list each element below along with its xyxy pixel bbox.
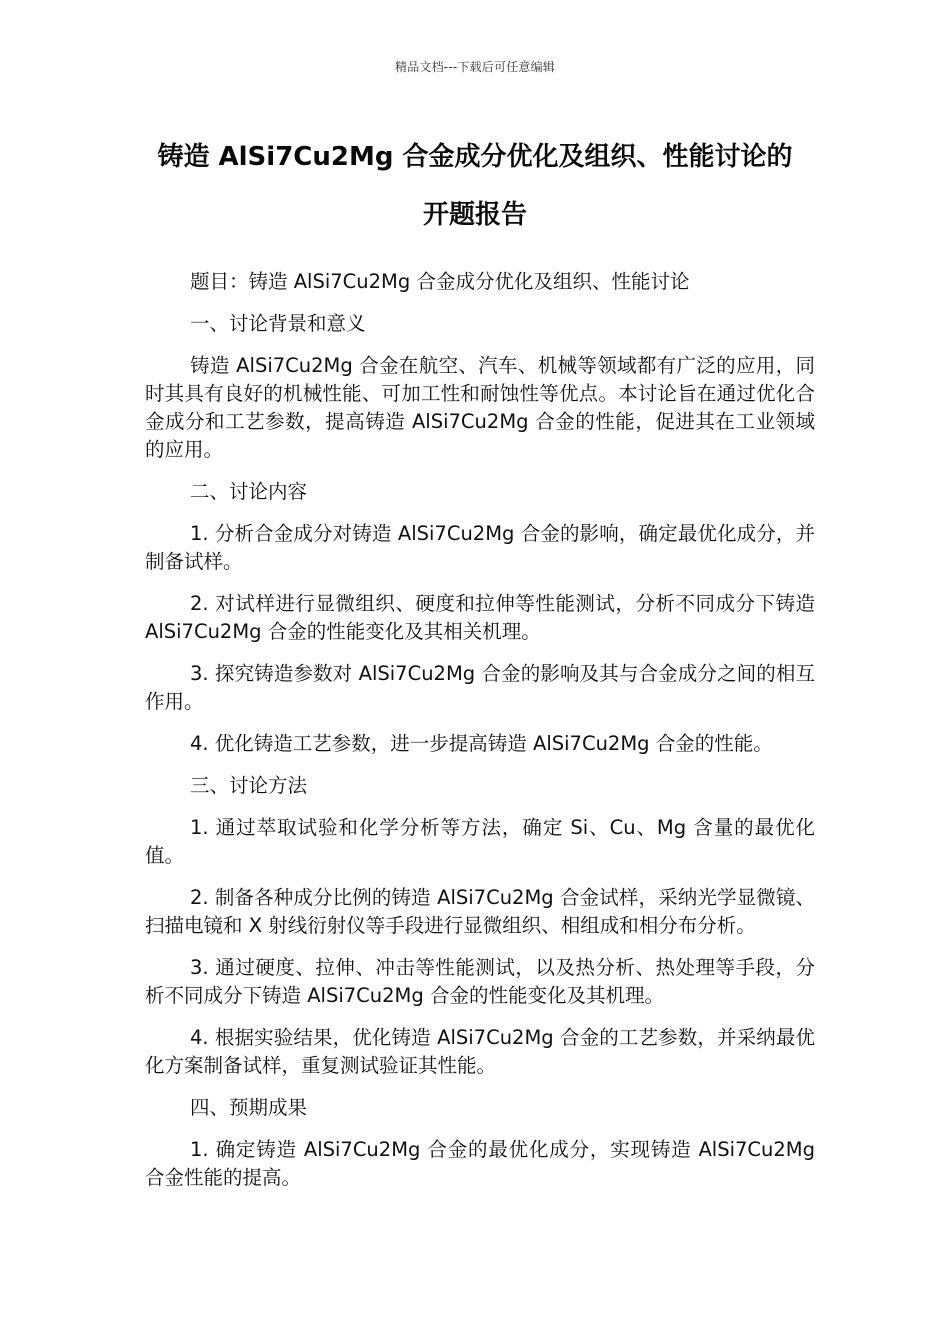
section-heading-content: 二、讨论内容 xyxy=(190,480,308,503)
content-item-4: 4. 优化铸造工艺参数，进一步提高铸造 AlSi7Cu2Mg 合金的性能。 xyxy=(190,732,773,755)
document-title xyxy=(120,128,830,244)
method-item-4: 4. 根据实验结果，优化铸造 AlSi7Cu2Mg 合金的工艺参数，并采纳最优化方案制备试样，重复测试验证其性能。 xyxy=(145,1026,815,1077)
content-item-3: 3. 探究铸造参数对 AlSi7Cu2Mg 合金的影响及其与合金成分之间的相互作用。 xyxy=(145,662,815,713)
document-body xyxy=(145,268,815,1206)
method-item-1: 1. 通过萃取试验和化学分析等方法，确定 Si、Cu、Mg 含量的最优化值。 xyxy=(145,816,815,867)
page-header: 精品文档---下载后可任意编辑 xyxy=(395,60,555,74)
section-heading-results: 四、预期成果 xyxy=(190,1096,308,1119)
title-line-2: 开题报告 xyxy=(422,200,527,230)
content-item-1: 1. 分析合金成分对铸造 AlSi7Cu2Mg 合金的影响，确定最优化成分，并制备试样。 xyxy=(145,522,815,573)
method-item-2: 2. 制备各种成分比例的铸造 AlSi7Cu2Mg 合金试样，采纳光学显微镜、扫描电镜和 X 射线衍射仪等手段进行显微组织、相组成和相分布分析。 xyxy=(145,886,815,937)
method-item-3: 3. 通过硬度、拉伸、冲击等性能测试，以及热分析、热处理等手段，分析不同成分下铸造 AlSi7Cu2Mg 合金的性能变化及其机理。 xyxy=(145,956,815,1007)
topic-line: 题目：铸造 AlSi7Cu2Mg 合金成分优化及组织、性能讨论 xyxy=(190,270,690,293)
title-line-1: 铸造 AlSi7Cu2Mg 合金成分优化及组织、性能讨论的 xyxy=(157,142,793,172)
section-heading-background: 一、讨论背景和意义 xyxy=(190,312,366,335)
content-item-2: 2. 对试样进行显微组织、硬度和拉伸等性能测试，分析不同成分下铸造 AlSi7Cu2Mg 合金的性能变化及其相关机理。 xyxy=(145,592,815,643)
result-item-1: 1. 确定铸造 AlSi7Cu2Mg 合金的最优化成分，实现铸造 AlSi7Cu2Mg 合金性能的提高。 xyxy=(145,1138,815,1189)
section-heading-methods: 三、讨论方法 xyxy=(190,774,308,797)
background-paragraph: 铸造 AlSi7Cu2Mg 合金在航空、汽车、机械等领域都有广泛的应用，同时其具有良好的机械性能、可加工性和耐蚀性等优点。本讨论旨在通过优化合金成分和工艺参数，提高铸造 AlSi7Cu2Mg 合金的性能，促进其在工业领域的应用。 xyxy=(145,354,815,461)
